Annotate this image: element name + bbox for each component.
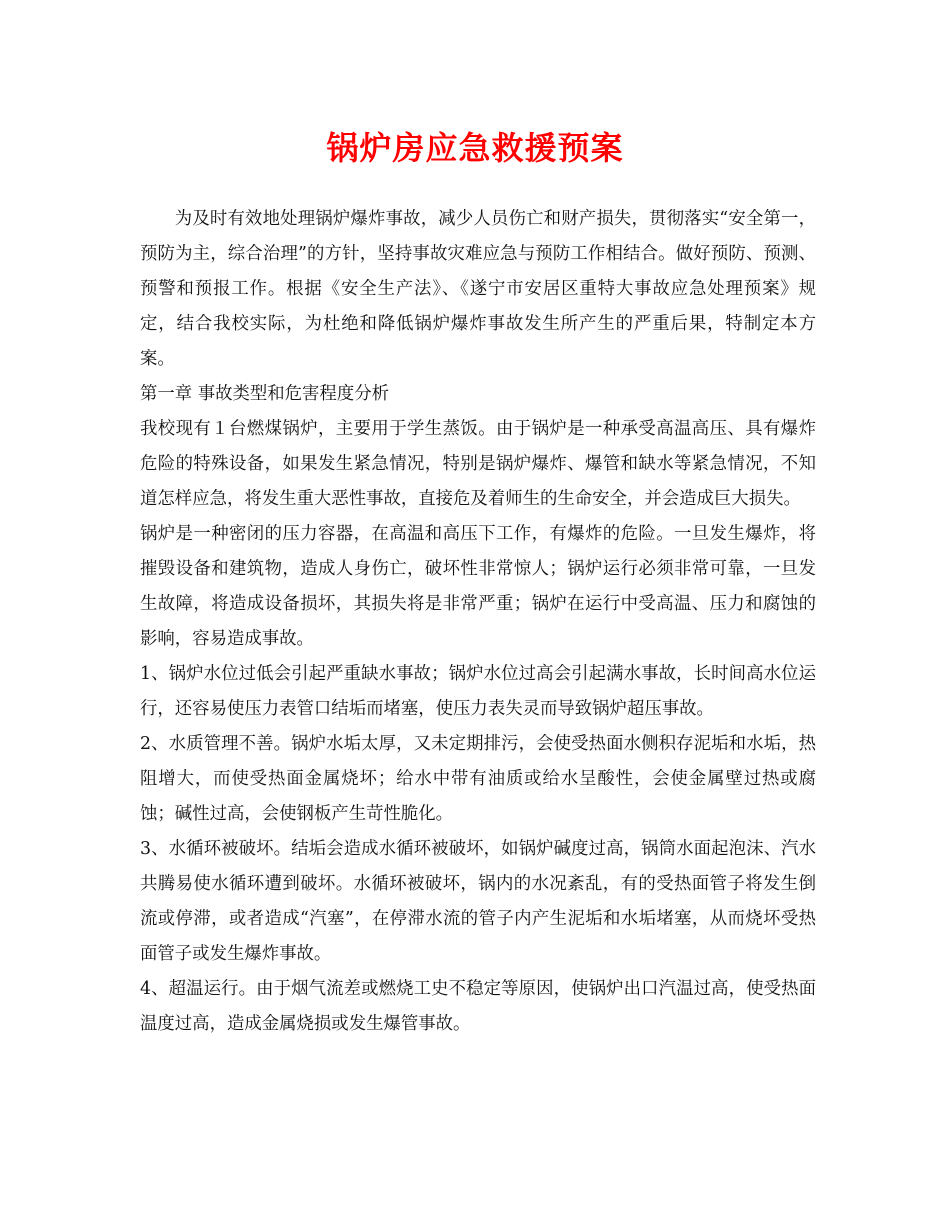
list-item: 3、水循环被破坏。结垢会造成水循环被破坏，如锅炉碱度过高，锅筒水面起泡沫、汽水共腾易使水循环遭到破坏。水循环被破坏，锅内的水况紊乱，有的受热面管子将发生倒流或停滞，或者造成“汽塞”，在停滞水流的管子内产生泥垢和水垢堵塞，从而烧坏受热面管子或发生爆炸事故。 (140, 839, 816, 964)
body-paragraph: 我校现有１台燃煤锅炉，主要用于学生蒸饭。由于锅炉是一种承受高温高压、具有爆炸危险的特殊设备，如果发生紧急情况，特别是锅炉爆炸、爆管和缺水等紧急情况，不知道怎样应急，将发生重大恶性事故，直接危及着师生的生命安全，并会造成巨大损失。 (140, 419, 816, 509)
list-item: 1、锅炉水位过低会引起严重缺水事故；锅炉水位过高会引起满水事故，长时间高水位运行，还容易使压力表管口结垢而堵塞，使压力表失灵而导致锅炉超压事故。 (140, 664, 816, 719)
list-item: 2、水质管理不善。锅炉水垢太厚，又未定期排污，会使受热面水侧积存泥垢和水垢，热阻增大，而使受热面金属烧坏；给水中带有油质或给水呈酸性，会使金属壁过热或腐蚀；碱性过高，会使钢板产生苛性脆化。 (140, 734, 816, 824)
list-item: 4、超温运行。由于烟气流差或燃烧工史不稳定等原因，使锅炉出口汽温过高，使受热面温度过高，造成金属烧损或发生爆管事故。 (140, 979, 816, 1034)
body-paragraph: 锅炉是一种密闭的压力容器，在高温和高压下工作，有爆炸的危险。一旦发生爆炸，将摧毁设备和建筑物，造成人身伤亡，破坏性非常惊人；锅炉运行必须非常可靠，一旦发生故障，将造成设备损坏，其损失将是非常严重；锅炉在运行中受高温、压力和腐蚀的影响，容易造成事故。 (140, 524, 816, 649)
intro-paragraph: 为及时有效地处理锅炉爆炸事故，减少人员伤亡和财产损失，贯彻落实“安全第一，预防为主，综合治理”的方针，坚持事故灾难应急与预防工作相结合。做好预防、预测、预警和预报工作。根据《安全生产法》、《遂宁市安居区重特大事故应急处理预案》规定，结合我校实际，为杜绝和降低锅炉爆炸事故发生所产生的严重后果，特制定本方案。 (140, 209, 816, 369)
document-title: 锅炉房应急救援预案 (326, 129, 624, 167)
document-body (140, 202, 816, 1042)
chapter-heading: 第一章 事故类型和危害程度分析 (140, 384, 389, 404)
